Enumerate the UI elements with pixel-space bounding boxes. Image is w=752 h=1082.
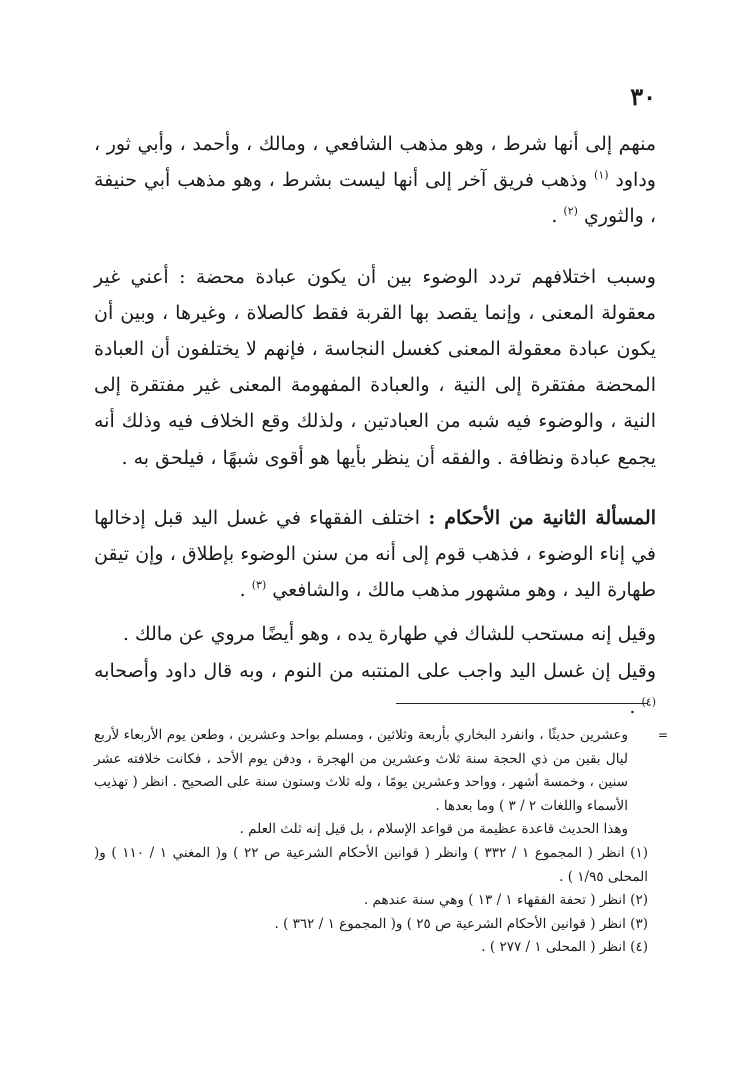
paragraph-text: اختلف الفقهاء في غسل اليد قبل إدخالها في إناء الوضوء ، فذهب قوم إلى أنه من سنن الوضوء بإطلاق ، وإن تيقن طهارة اليد ، وهو مشهور مذهب مالك ، والشافعي [94, 506, 656, 602]
footnote-ref-3: (٣) [251, 578, 267, 592]
footnote-ref-1: (١) [594, 168, 609, 182]
paragraph-second-issue [94, 500, 656, 609]
paragraph-end: . [551, 205, 558, 228]
footnote-ref-2: (٢) [563, 205, 578, 219]
footnote-1: (١) انظر ( المجموع ١ / ٣٣٢ ) وانظر ( قوانين الأحكام الشرعية ص ٢٢ ) و( المغني ١ / ١١٠ ) و( المحلى ١/٩٥ ) . [94, 844, 648, 885]
section-heading: المسألة الثانية من الأحكام : [428, 506, 656, 529]
main-text [94, 126, 656, 725]
footnote-3: (٣) انظر ( قوانين الأحكام الشرعية ص ٢٥ ) و( المجموع ١ / ٣٦٢ ) . [274, 915, 648, 932]
paragraph-cause-of-dispute: وسبب اختلافهم تردد الوضوء بين أن يكون عبادة محضة : أعني غير معقولة المعنى ، وإنما يقصد بها القربة فقط كالصلاة ، وغيرها ، وبين أن يكون عبادة معقولة المعنى كغسل النجاسة ، فإنهم لا يختلفون أن العبادة المحضة مفتقرة إلى النية ، والعبادة المفهومة المعنى غير مفتقرة إلى النية ، والوضوء فيه شبه من العبادتين ، ولذلك وقع الخلاف فيه وذلك أنه يجمع عبادة ونظافة . والفقه أن ينظر بأيها هو أقوى شبهًا ، فيلحق به . [94, 265, 656, 469]
footnote-ref-4: (٤) [641, 695, 656, 709]
paragraph-text: وذهب فريق آخر إلى أنها ليست بشرط ، وهو مذهب أبي حنيفة ، والثوري [94, 169, 656, 228]
footnote-continuation: وعشرين حديثًا ، وانفرد البخاري بأربعة وثلاثين ، ومسلم بواحد وعشرين ، وطعن يوم الأربعاء لأربع ليال بقين من ذي الحجة سنة ثلاث وعشرين من الهجرة ، ودفن يوم الأحد ، فكانت خلافته عشر سنين ، وخمسة أشهر ، وواحد وعشرين يومًا ، وله ثلاث وستون سنة على الصحيح . انظر ( تهذيب الأسماء واللغات ٢ / ٣ ) وما بعدها . [94, 727, 628, 814]
page-number: ٣٠ [630, 82, 656, 111]
paragraph-recommended: وقيل إنه مستحب للشاك في طهارة يده ، وهو أيضًا مروي عن مالك . [122, 623, 656, 646]
paragraph-end: . [629, 695, 636, 718]
footnote-divider [396, 703, 648, 704]
footnote-continuation-note: وهذا الحديث قاعدة عظيمة من قواعد الإسلام ، بل قيل إنه ثلث العلم . [239, 821, 628, 838]
footnote-2: (٢) انظر ( تحفة الفقهاء ١ / ١٣ ) وهي سنة عندهم . [363, 892, 648, 909]
footnotes [94, 724, 648, 960]
paragraph-conditions [94, 126, 656, 235]
paragraph-text: منهم إلى أنها شرط ، وهو مذهب الشافعي ، ومالك ، وأحمد ، وأبي ثور ، وداود [94, 133, 656, 192]
footnote-4: (٤) انظر ( المحلى ١ / ٢٧٧ ) . [481, 939, 648, 956]
paragraph-text: وقيل إن غسل اليد واجب على المنتبه من النوم ، وبه قال داود وأصحابه [94, 659, 656, 682]
continuation-marker: = [657, 728, 668, 742]
paragraph-obligatory [94, 653, 656, 725]
paragraph-end: . [239, 579, 246, 602]
